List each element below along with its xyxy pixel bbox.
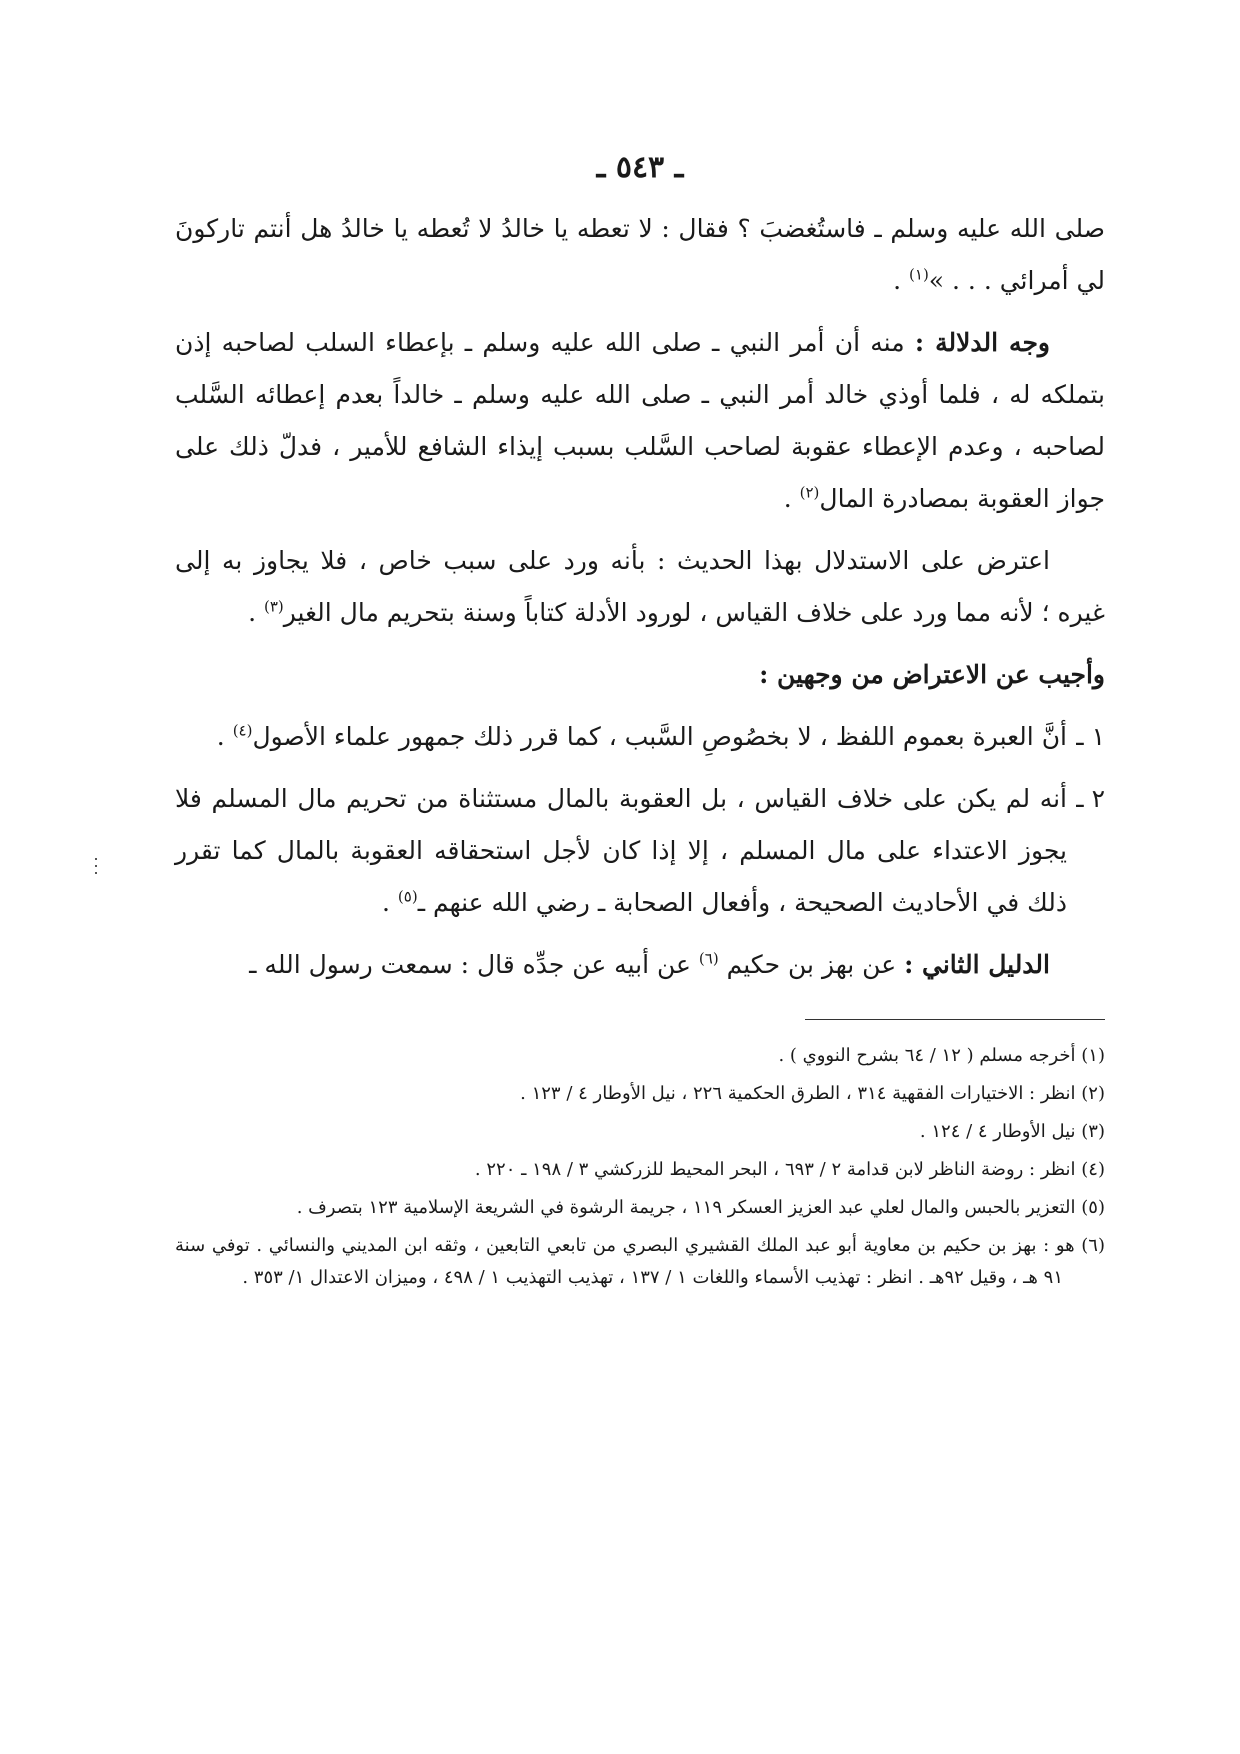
footnote-3: (٣) نيل الأوطار ٤ / ١٢٤ . xyxy=(919,1121,1105,1142)
footnote-ref-6[interactable]: (٦) xyxy=(698,949,719,968)
answer-item-1: ١ ـ أنَّ العبرة بعموم اللفظ ، لا بخصُوصِ السَّبب ، كما قرر ذلك جمهور علماء الأصول$^{(٤)}$ . xyxy=(175,711,1105,763)
footnote-ref-1[interactable]: (١) xyxy=(909,265,929,284)
footnotes xyxy=(175,1040,1105,1294)
margin-dots-mark xyxy=(94,858,97,878)
footnote-1: (١) أخرجه مسلم ( ١٢ / ٦٤ بشرح النووي ) . xyxy=(778,1045,1105,1066)
answer-heading: وأجيب عن الاعتراض من وجهين : xyxy=(759,660,1105,689)
answer-item-2: ٢ ـ أنه لم يكن على خلاف القياس ، بل العقوبة بالمال مستثناة من تحريم مال المسلم فلا يجوز الاعتداء على مال المسلم ، إلا إذا كان لأجل استحقاقه العقوبة بالمال كما تقرر ذلك في الأحاديث الصحيحة ، وأفعال الصحابة ـ رضي الله عنهم ـ$^{(٥)}$ . xyxy=(175,773,1105,929)
wajh-dalala-text: منه أن أمر النبي ـ صلى الله عليه وسلم ـ بإعطاء السلب لصاحبه إذن بتملكه له ، فلما أوذي خالد أمر النبي ـ صلى الله عليه وسلم ـ خالداً بعدم إعطائه السَّلب لصاحبه ، وعدم الإعطاء عقوبة لصاحب السَّلب بسبب إيذاء الشافع للأمير ، فدلّ ذلك على جواز العقوبة بمصادرة المال xyxy=(175,328,1105,513)
footnote-ref-3[interactable]: (٣) xyxy=(263,597,284,616)
footnote-ref-2[interactable]: (٢) xyxy=(799,483,820,502)
footnote-5: (٥) التعزير بالحبس والمال لعلي عبد العزيز العسكر ١١٩ ، جريمة الرشوة في الشريعة الإسلامية ١٢٣ بتصرف . xyxy=(296,1197,1105,1218)
answer-text: أنه لم يكن على خلاف القياس ، بل العقوبة بالمال مستثناة من تحريم مال المسلم فلا يجوز الاعتداء على مال المسلم ، إلا إذا كان لأجل استحقاقه العقوبة بالمال كما تقرر ذلك في الأحاديث الصحيحة ، وأفعال الصحابة ـ رضي الله عنهم ـ xyxy=(175,784,1067,917)
document-page xyxy=(175,150,1105,1300)
answer-number: ٢ ـ xyxy=(1076,784,1105,813)
paragraph-second-evidence: الدليل الثاني : عن بهز بن حكيم $^{(٦)}$ عن أبيه عن جدِّه قال : سمعت رسول الله ـ xyxy=(249,949,1050,979)
paragraph-text: صلى الله عليه وسلم ـ فاستُغضبَ ؟ فقال : لا تعطه يا خالدُ لا تُعطه يا خالدُ هل أنتم تاركونَ لي أمرائي . . . » xyxy=(175,214,1105,295)
footnote-2: (٢) انظر : الاختيارات الفقهية ٣١٤ ، الطرق الحكمية ٢٢٦ ، نيل الأوطار ٤ / ١٢٣ . xyxy=(520,1083,1105,1104)
footnote-ref-4[interactable]: (٤) xyxy=(232,721,253,740)
second-evidence-label: الدليل الثاني : xyxy=(904,950,1050,979)
footnote-4: (٤) انظر : روضة الناظر لابن قدامة ٢ / ٦٩٣ ، البحر المحيط للزركشي ٣ / ١٩٨ ـ ٢٢٠ . xyxy=(474,1159,1105,1180)
footnote-divider xyxy=(805,1019,1105,1020)
paragraph-wajh-dalala: وجه الدلالة : منه أن أمر النبي ـ صلى الله عليه وسلم ـ بإعطاء السلب لصاحبه إذن بتملكه له ، فلما أوذي خالد أمر النبي ـ صلى الله عليه وسلم ـ خالداً بعدم إعطائه السَّلب لصاحبه ، وعدم الإعطاء عقوبة لصاحب السَّلب بسبب إيذاء الشافع للأمير ، فدلّ ذلك على جواز العقوبة بمصادرة المال$^{(٢)}$ . xyxy=(175,328,1105,513)
footnote-6: (٦) هو : بهز بن حكيم بن معاوية أبو عبد الملك القشيري البصري من تابعي التابعين ، وثقه ابن المديني والنسائي . توفي سنة ٩١ هـ ، وقيل ٩٢هـ . انظر : تهذيب الأسماء واللغات ١ / ١٣٧ ، تهذيب التهذيب ١ / ٤٩٨ ، وميزان الاعتدال ١/ ٣٥٣ . xyxy=(175,1235,1105,1288)
wajh-dalala-label: وجه الدلالة : xyxy=(914,328,1050,357)
footnote-ref-5[interactable]: (٥) xyxy=(397,887,418,906)
paragraph-objection: اعترض على الاستدلال بهذا الحديث : بأنه ورد على سبب خاص ، فلا يجاوز به إلى غيره ؛ لأنه مما ورد على خلاف القياس ، لورود الأدلة كتاباً وسنة بتحريم مال الغير$^{(٣)}$ . xyxy=(175,546,1105,627)
objection-text: اعترض على الاستدلال بهذا الحديث : بأنه ورد على سبب خاص ، فلا يجاوز به إلى غيره ؛ لأنه مما ورد على خلاف القياس ، لورود الأدلة كتاباً وسنة بتحريم مال الغير xyxy=(175,546,1105,627)
page-number: ـ ٥٤٣ ـ xyxy=(596,150,684,185)
answer-number: ١ ـ xyxy=(1076,722,1105,751)
answer-text: أنَّ العبرة بعموم اللفظ ، لا بخصُوصِ السَّبب ، كما قرر ذلك جمهور علماء الأصول xyxy=(252,722,1067,751)
paragraph-hadith-end: صلى الله عليه وسلم ـ فاستُغضبَ ؟ فقال : لا تعطه يا خالدُ لا تُعطه يا خالدُ هل أنتم تاركونَ لي أمرائي . . . »$^{(١)}$ . xyxy=(175,214,1105,295)
